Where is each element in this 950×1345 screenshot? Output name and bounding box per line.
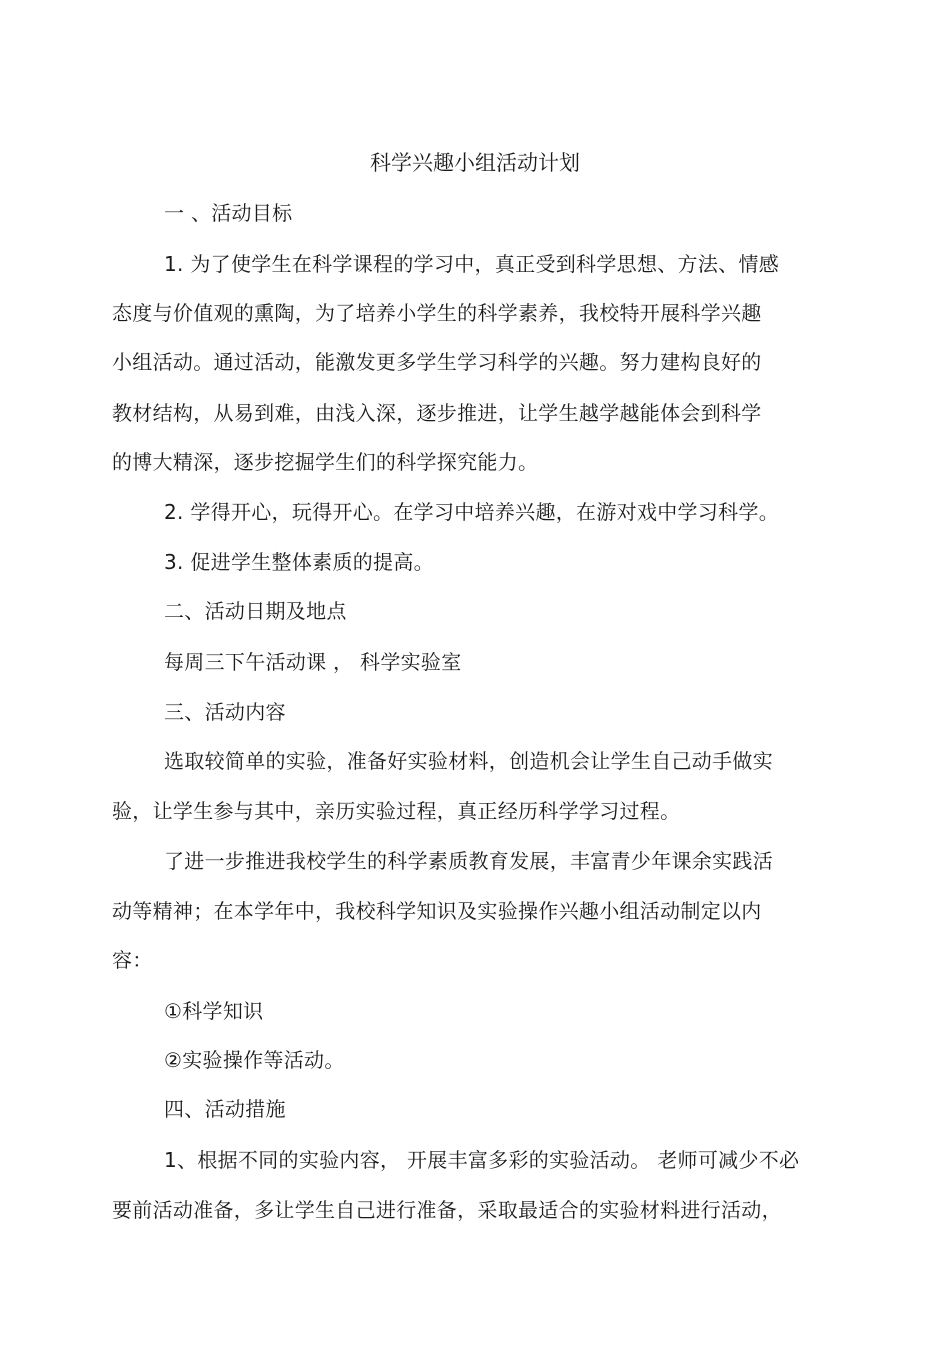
list-item: ②实验操作等活动。 xyxy=(164,1048,345,1072)
paragraph-line: 每周三下午活动课 ， 科学实验室 xyxy=(164,650,462,674)
paragraph-line: 教材结构，从易到难，由浅入深，逐步推进，让学生越学越能体会到科学 xyxy=(112,401,762,425)
paragraph-line: 的博大精深，逐步挖掘学生们的科学探究能力。 xyxy=(112,450,539,474)
paragraph-line: 态度与价值观的熏陶，为了培养小学生的科学素养，我校特开展科学兴趣 xyxy=(112,301,762,325)
paragraph-line: 验，让学生参与其中，亲历实验过程，真正经历科学学习过程。 xyxy=(112,799,681,823)
paragraph-line: 选取较简单的实验，准备好实验材料，创造机会让学生自己动手做实 xyxy=(164,749,773,773)
section-heading-goals: 一 、活动目标 xyxy=(164,201,293,225)
section-heading-date-place: 二、活动日期及地点 xyxy=(164,599,347,623)
page-title: 科学兴趣小组活动计划 xyxy=(370,151,580,175)
list-item: ①科学知识 xyxy=(164,999,264,1023)
section-heading-content: 三、活动内容 xyxy=(164,700,286,724)
paragraph-line: 1、根据不同的实验内容， 开展丰富多彩的实验活动。 老师可减少不必 xyxy=(164,1148,800,1172)
paragraph-line: 小组活动。通过活动，能激发更多学生学习科学的兴趣。努力建构良好的 xyxy=(112,350,762,374)
paragraph-line: 1. 为了使学生在科学课程的学习中，真正受到科学思想、方法、情感 xyxy=(164,252,780,276)
paragraph-line: 2. 学得开心，玩得开心。在学习中培养兴趣，在游对戏中学习科学。 xyxy=(164,500,780,524)
paragraph-line: 了进一步推进我校学生的科学素质教育发展，丰富青少年课余实践活 xyxy=(164,849,773,873)
paragraph-line: 3. 促进学生整体素质的提高。 xyxy=(164,550,434,574)
paragraph-line: 动等精神；在本学年中，我校科学知识及实验操作兴趣小组活动制定以内 xyxy=(112,899,762,923)
paragraph-line: 要前活动准备，多让学生自己进行准备，采取最适合的实验材料进行活动， xyxy=(112,1198,782,1222)
paragraph-line: 容： xyxy=(112,948,153,972)
section-heading-measures: 四、活动措施 xyxy=(164,1097,286,1121)
